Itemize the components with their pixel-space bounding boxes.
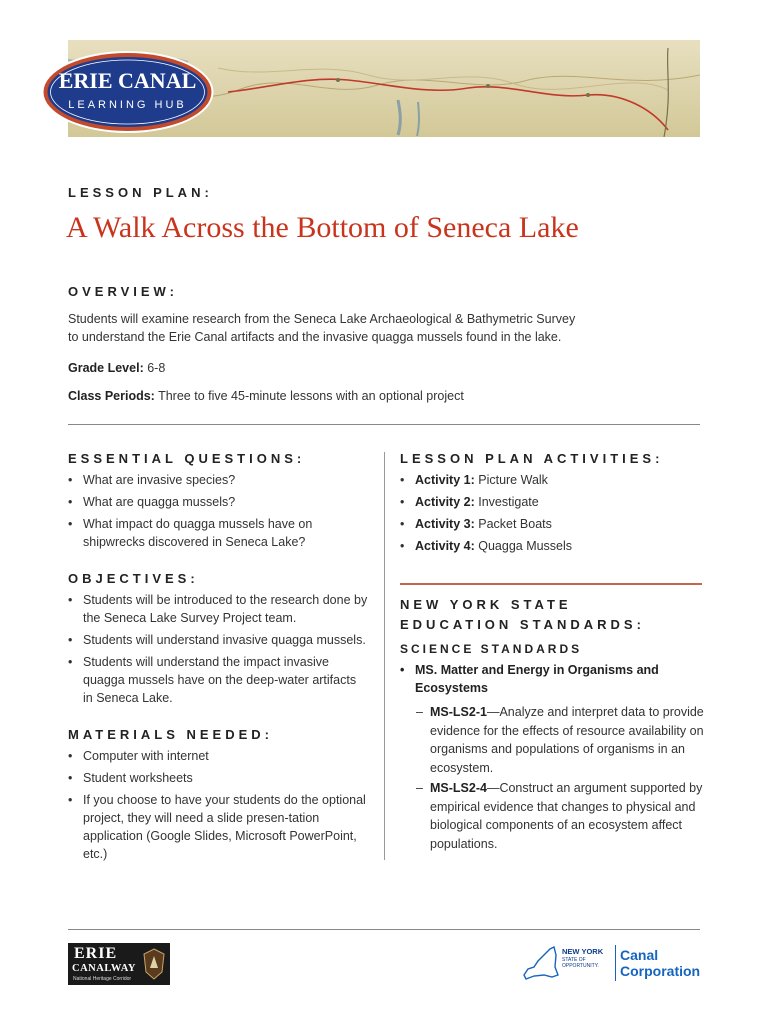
ny-state-wordmark [562,948,603,956]
activity-text: Picture Walk [478,473,548,487]
overview-line-2: to understand the Erie Canal artifacts and the invasive quagga mussels found in the lake. [68,330,562,344]
ny-state-outline-icon [522,945,560,981]
class-periods [68,387,464,405]
standard-code: MS-LS2-1 [430,705,487,719]
overview-text [68,310,708,346]
list-item: • What impact do quagga mussels have on shipwrecks discovered in Seneca Lake? [68,515,368,551]
logo-subtitle: LEARNING HUB [68,99,187,111]
standards-divider [400,583,702,585]
standard-text: —Analyze and interpret data to provide evidence for the effects of resource availability on organisms and populations of organisms in an ecosystem. [430,705,704,775]
canal-corporation-wordmark [620,947,700,979]
erie-logo-line-2: CANALWAY [72,963,136,974]
list-item: • Students will understand the impact invasive quagga mussels have on the deep-water artifacts in Seneca Lake. [68,653,368,707]
class-periods-label: Class Periods: [68,389,155,403]
ny-canal-corporation-logo [522,941,702,985]
overview-line-1: Students will examine research from the Seneca Lake Archaeological & Bathymetric Survey [68,312,576,326]
grade-level-label: Grade Level: [68,361,144,375]
standard-text: —Construct an argument supported by empirical evidence that changes to physical and biological components of an ecosystem affect populations. [430,781,703,851]
logo-title: ERIE CANAL [58,68,197,93]
list-item: • If you choose to have your students do the optional project, they will need a slide presen-tation application (Google Slides, Microsoft PowerPoint, etc.) [68,791,368,863]
activity-label: Activity 3: [415,517,475,531]
ny-line-1: NEW YORK [562,947,604,956]
erie-canalway-logo [68,943,170,985]
canal-line-2: Corporation [620,963,701,979]
column-divider [384,452,385,860]
page-title: A Walk Across the Bottom of Seneca Lake [66,211,579,244]
activity-label: Activity 1: [415,473,475,487]
activity-text: Investigate [478,495,539,509]
nps-arrowhead-icon [143,948,165,980]
materials-list [68,747,368,867]
standard-item [416,703,706,777]
standards-heading-2: EDUCATION STANDARDS: [400,617,645,632]
erie-canal-learning-hub-logo [40,50,215,134]
activity-label: Activity 4: [415,539,475,553]
erie-logo-line-3: National Heritage Corridor [73,976,132,982]
list-item: • What are quagga mussels? [68,493,368,511]
grade-level [68,359,165,377]
activity-text: Quagga Mussels [478,539,573,553]
ny-line-2: STATE OF [562,957,586,963]
activity-label: Activity 2: [415,495,475,509]
list-item [400,515,700,533]
erie-logo-line-1: ERIE [74,945,118,962]
footer-divider [68,929,700,930]
standard-item [416,779,706,853]
list-item: • Student worksheets [68,769,368,787]
standards-group-title: • MS. Matter and Energy in Organisms and Ecosystems [400,661,700,697]
list-item: • Students will be introduced to the research done by the Seneca Lake Survey Project team. [68,591,368,627]
lesson-plan-label: LESSON PLAN: [68,185,213,200]
list-item: • What are invasive species? [68,471,368,489]
standard-code: MS-LS2-4 [430,781,487,795]
objectives-heading: OBJECTIVES: [68,571,199,586]
activities-heading: LESSON PLAN ACTIVITIES: [400,451,664,466]
list-item: • Students will understand invasive quagga mussels. [68,631,368,649]
materials-heading: MATERIALS NEEDED: [68,727,273,742]
ny-line-3: OPPORTUNITY. [562,962,599,969]
canal-line-1: Canal [620,947,659,963]
overview-heading: OVERVIEW: [68,284,178,299]
grade-level-value: 6-8 [147,361,166,375]
list-item [400,471,700,489]
essential-questions-list [68,471,368,555]
ny-state-tagline [562,958,599,969]
logo-divider [615,945,616,981]
list-item: • Computer with internet [68,747,368,765]
divider [68,424,700,425]
objectives-list [68,591,368,711]
activity-text: Packet Boats [478,517,552,531]
class-periods-value: Three to five 45-minute lessons with an optional project [158,389,464,403]
list-item [400,493,700,511]
standards-heading-1: NEW YORK STATE [400,597,572,612]
essential-questions-heading: ESSENTIAL QUESTIONS: [68,451,306,466]
science-standards-heading: SCIENCE STANDARDS [400,642,583,656]
activities-list [400,471,700,559]
list-item [400,537,700,555]
